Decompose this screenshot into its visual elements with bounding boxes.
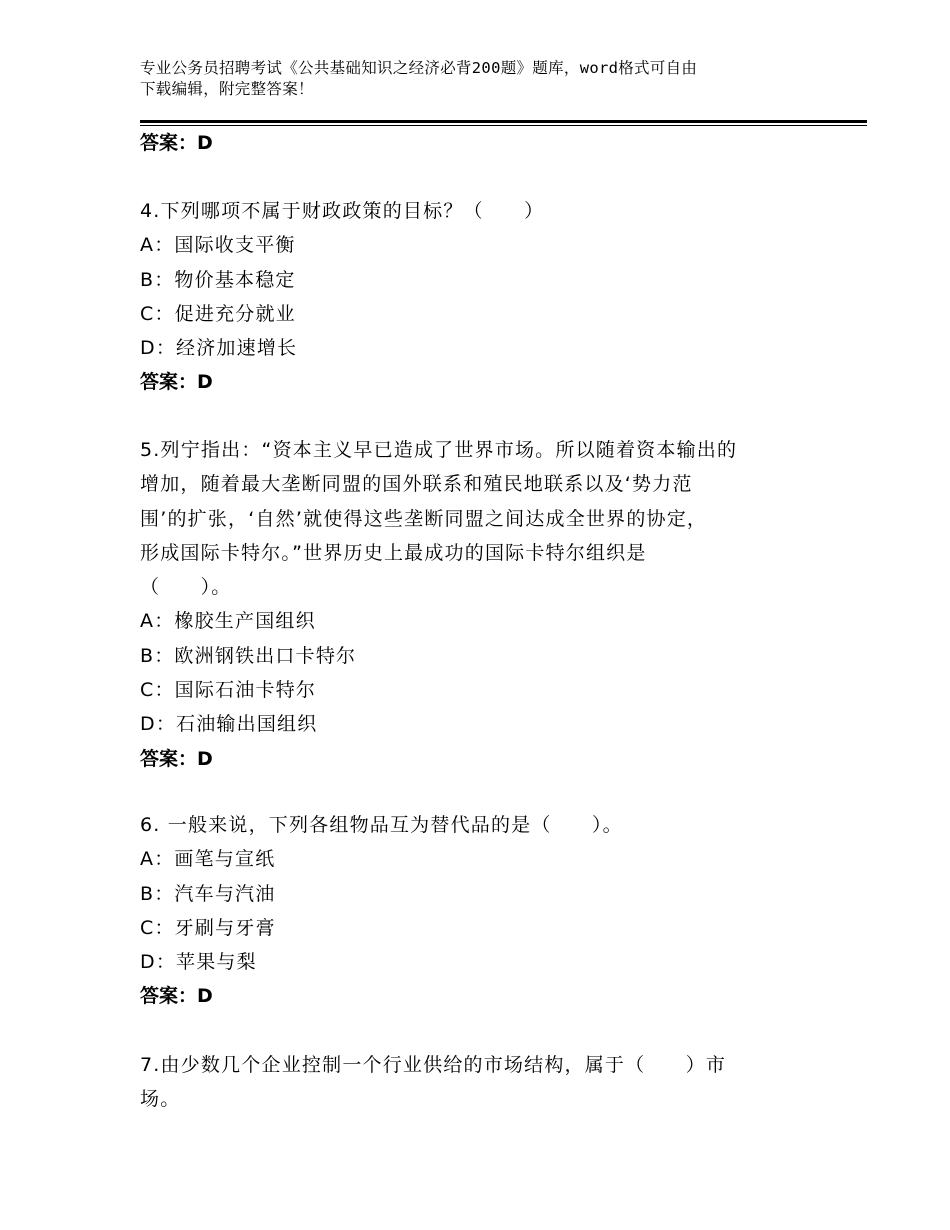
- option-d: D：经济加速增长: [140, 337, 298, 360]
- option-d: D：苹果与梨: [140, 951, 257, 974]
- option-c: C：国际石油卡特尔: [140, 679, 317, 702]
- question-text: 场。: [140, 1088, 181, 1111]
- question-text: 5.列宁指出：“资本主义早已造成了世界市场。所以随着资本输出的: [140, 439, 738, 461]
- header-line-1: 专业公务员招聘考试《公共基础知识之经济必背200题》题库，word格式可自由: [140, 59, 698, 77]
- answer-label: 答案：D: [140, 132, 213, 154]
- option-a: A：橡胶生产国组织: [140, 610, 316, 633]
- option-c: C：牙刷与牙膏: [140, 916, 276, 939]
- answer-label: 答案：D: [140, 747, 213, 770]
- question-text: 围’的扩张，‘自然’就使得这些垄断同盟之间达成全世界的协定，: [140, 507, 708, 530]
- option-b: B：汽车与汽油: [140, 882, 276, 905]
- header-line-2: 下载编辑，附完整答案！: [140, 80, 314, 98]
- option-b: B：欧洲钢铁出口卡特尔: [140, 644, 357, 667]
- option-a: A：画笔与宣纸: [140, 848, 276, 871]
- question-text: （ ）。: [140, 576, 232, 599]
- question-4: [140, 194, 820, 399]
- option-b: B：物价基本稳定: [140, 268, 296, 291]
- question-6: [140, 808, 820, 1013]
- answer-label: 答案：D: [140, 371, 213, 394]
- question-text: 形成国际卡特尔。”世界历史上最成功的国际卡特尔组织是: [140, 541, 647, 564]
- option-d: D：石油输出国组织: [140, 713, 318, 736]
- question-text: 增加，随着最大垄断同盟的国外联系和殖民地联系以及‘势力范: [140, 473, 693, 496]
- document-header: [140, 58, 810, 100]
- question-text: 7.由少数几个企业控制一个行业供给的市场结构，属于（ ）市: [140, 1054, 727, 1076]
- top-answer-block: [140, 126, 820, 160]
- option-c: C：促进充分就业: [140, 302, 296, 325]
- question-text: 6. 一般来说，下列各组物品互为替代品的是（ ）。: [140, 814, 623, 836]
- question-5: [140, 433, 820, 776]
- answer-label: 答案：D: [140, 985, 213, 1008]
- option-a: A：国际收支平衡: [140, 234, 296, 257]
- header-rule-thick: [140, 120, 867, 123]
- question-7: [140, 1048, 820, 1117]
- question-text: 4.下列哪项不属于财政政策的目标？（ ）: [140, 200, 545, 222]
